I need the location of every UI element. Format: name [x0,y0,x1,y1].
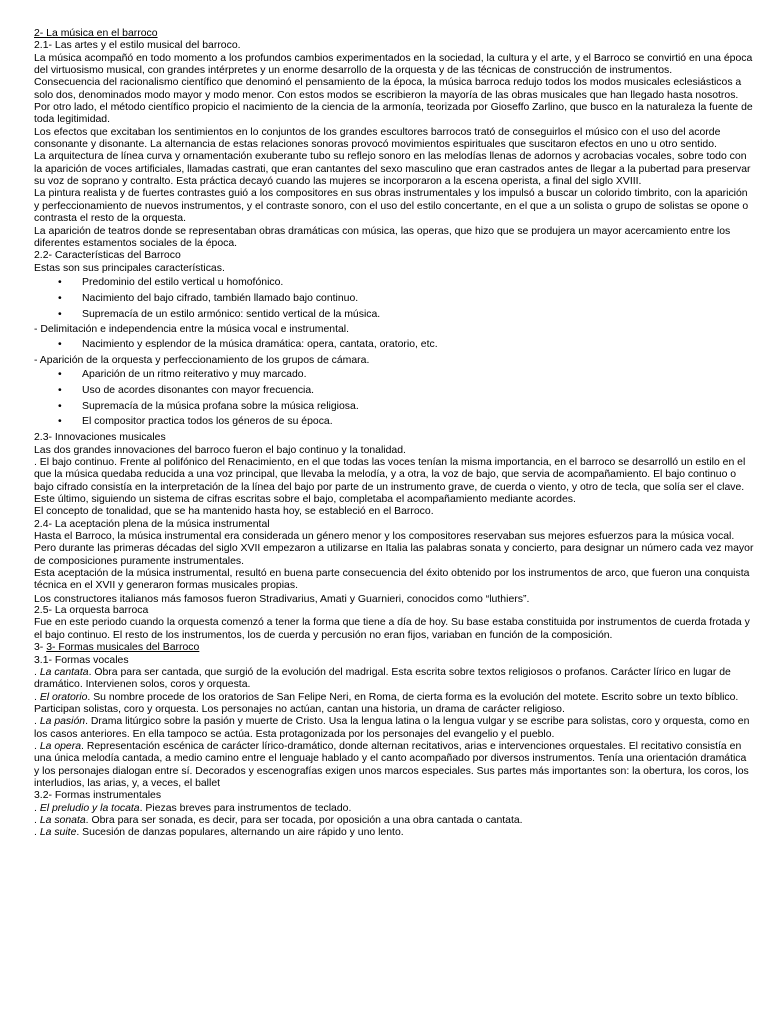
list-item: • Aparición de un ritmo reiterativo y muy marcado. [58,368,307,380]
bullet-list [34,277,754,321]
bullet-icon: • [58,276,62,288]
bullet-icon: • [58,416,62,428]
list-item: • Nacimiento del bajo cifrado, también llamado bajo continuo. [58,292,359,304]
paragraph: Por otro lado, el método científico propicio el nacimiento de la ciencia de la armonía, teorizada por Gioseffo Zarlino, que busco en la naturaleza la fuente de toda legitimidad. [34,102,753,126]
paragraph: Hasta el Barroco, la música instrumental era considerada un género menor y los compositores reservaban sus mejores esfuerzos para la música vocal. Pero durante las primeras décadas del siglo XVII empezaron a utilizarse en Italia las palabras sonata y concierto, para designar un número cada vez mayor de composiciones puramente instrumentales. [34,531,754,567]
list-item: • Supremacía de la música profana sobre la música religiosa. [58,400,359,412]
paragraph: Estas son sus principales características. [34,262,225,274]
form-entry: . La opera. Representación escénica de carácter lírico-dramático, donde alternan recitativos, arias e intervenciones orquestales. El recitativo consistía en una única melodía cantada, a medio camino entre el lenguaje hablado y el canto acompañado por diversos instrumentos. Tenía una orientación dramática y los personajes dialogan entre sí. Decorados y escenografías exigen unos marcos especiales. Sus partes más importantes son: la obertura, los coros, los interludios, las arias, y, a veces, el ballet [34,740,749,789]
list-item: • El compositor practica todos los géneros de su época. [58,416,333,428]
document-page [34,28,754,840]
paragraph: Fue en este periodo cuando la orquesta comenzó a tener la forma que tiene a día de hoy. Su base estaba constituida por instrumentos de cuerda frotada y el bajo continuo. El resto de los instrumentos, los de cuerda y percusión no eran fijos, variaban en función de la composición. [34,617,750,641]
subheading-2-3: 2.3- Innovaciones musicales [34,432,166,444]
list-subheading: - Delimitación e independencia entre la música vocal e instrumental. [34,324,350,336]
bullet-icon: • [58,292,62,304]
subheading-3-2: 3.2- Formas instrumentales [34,790,162,802]
form-entry: . La cantata. Obra para ser cantada, que surgió de la evolución del madrigal. Esta escrita sobre textos religiosos o profanos. Carácter lírico en lugar de dramático. Intervienen solos, coros y orquesta. [34,666,731,691]
form-entry: . La sonata. Obra para ser sonada, es decir, para ser tocada, por oposición a una obra cantada o cantata. [34,814,523,826]
form-entry: . El preludio y la tocata. Piezas breves para instrumentos de teclado. [34,802,352,814]
subheading-2-4: 2.4- La aceptación plena de la música instrumental [34,518,270,530]
paragraph: Los constructores italianos más famosos fueron Stradivarius, Amati y Guarnieri, conocidos como “luthiers”. [34,592,530,605]
form-entry: . La pasión. Drama litúrgico sobre la pasión y muerte de Cristo. Usa la lengua latina o la lengua vulgar y se escribe para solistas, coro y orquesta, como en los casos anteriores. En ella tampoco se actúa. Esta protagonizada por los personajes del evangelio y el pueblo. [34,716,750,740]
bullet-list [34,369,754,429]
paragraph: Esta aceptación de la música instrumental, resultó en buena parte consecuencia del éxito obtenido por los instrumentos de arco, que fueron una conquista técnica en el XVII y generaron formas musicales propias. [34,568,750,592]
section-heading-2: 2- La música en el barroco [34,28,158,39]
paragraph: La arquitectura de línea curva y ornamentación exuberante tubo su reflejo sonoro en las melodías llenas de adornos y acrobacias vocales, sobre todo con la aparición de voces artificiales, llamadas castrati, que eran cantantes del sexo masculino que eran castrados antes de llegar a la pubertad para preservar su voz de soprano y contralto. Esta práctica decayó cuando las mujeres se incorporaron a la escena operista, a final del siglo XVIII. [34,151,751,188]
form-entry: . La suite. Sucesión de danzas populares, alternando un aire rápido y uno lento. [34,827,404,839]
bullet-list [34,339,754,351]
bullet-icon: • [58,308,62,320]
paragraph: La pintura realista y de fuertes contrastes guió a los compositores en sus obras instrumentales y los impulsó a buscar un colorido timbrito, con la aparición y perfeccionamiento de nuevos instrumentos, y el contraste sonoro, con el uso del estilo concertante, en el que a un solista o grupo de solistas se opone o contrasta el resto de la orquesta. [34,188,749,225]
paragraph: La música acompañó en todo momento a los profundos cambios experimentados en la sociedad, la cultura y el arte, y el Barroco se convirtió en una época del virtuosismo musical, con grandes intérpretes y un enorme desarrollo de la orquesta y de las técnicas de construcción de instrumentos. [34,52,753,77]
list-item: • Predominio del estilo vertical u homofónico. [58,276,284,288]
bullet-icon: • [58,338,62,350]
bullet-icon: • [58,384,62,396]
paragraph: Las dos grandes innovaciones del barroco fueron el bajo continuo y la tonalidad. [34,444,406,456]
subheading-2-5: 2.5- La orquesta barroca [34,605,149,617]
paragraph: Los efectos que excitaban los sentimientos en lo conjuntos de los grandes escultores barrocos trató de conseguirlos el músico con el uso del acorde consonante y disonante. La alternancia de estas relaciones sonoras provocó movimientos espirituales que suscitaron efectos en uno u otro sentido. [34,126,721,151]
list-item: • Nacimiento y esplendor de la música dramática: opera, cantata, oratorio, etc. [58,338,438,350]
list-item: • Supremacía de un estilo armónico: sentido vertical de la música. [58,308,381,320]
paragraph: El concepto de tonalidad, que se ha mantenido hasta hoy, se estableció en el Barroco. [34,506,434,518]
form-entry: . El oratorio. Su nombre procede de los oratorios de San Felipe Neri, en Roma, de cierta forma es la evolución del motete. Escrito sobre un texto bíblico. Participan solistas, coro y orquesta. Los personajes no actúan, cantan una historia, un drama de carácter religioso. [34,691,739,715]
section-heading-3: 3- 3- Formas musicales del Barroco [34,642,200,654]
paragraph: Consecuencia del racionalismo científico que denominó el pensamiento de la época, la música barroca redujo todos los modos musicales eclesiásticos a solo dos, denominados modo mayor y modo menor. Con estos modos se escribieron la mayoría de las obras musicales que han llegado hasta nosotros. [34,77,742,101]
list-item: • Uso de acordes disonantes con mayor frecuencia. [58,384,315,396]
bullet-icon: • [58,400,62,412]
paragraph: La aparición de teatros donde se representaban obras dramáticas con música, las operas, que hizo que se produjera un mayor acercamiento entre los diferentes estamentos sociales de la época. [34,225,731,249]
list-subheading: - Aparición de la orquesta y perfeccionamiento de los grupos de cámara. [34,354,370,366]
subheading-2-1: 2.1- Las artes y el estilo musical del barroco. [34,40,241,52]
bullet-icon: • [58,368,62,380]
subheading-3-1: 3.1- Formas vocales [34,654,129,666]
paragraph: . El bajo continuo. Frente al polifónico del Renacimiento, en el que todas las voces tenían la misma importancia, en el barroco se desarrolló un estilo en el que la música quedaba reducida a una voz principal, que llevaba la melodía, y a otra, la voz de bajo, que servia de acompañamiento. El bajo continuo o bajo cifrado consistía en la interpretación de la línea del bajo por parte de un instrumento grave, de cuerda o viento, y otro de tecla, que solía ser el clave. Este último, siguiendo un sistema de cifras escritas sobre el bajo, completaba el acompañamiento mediante acordes. [34,457,746,506]
subheading-2-2: 2.2- Características del Barroco [34,250,181,262]
